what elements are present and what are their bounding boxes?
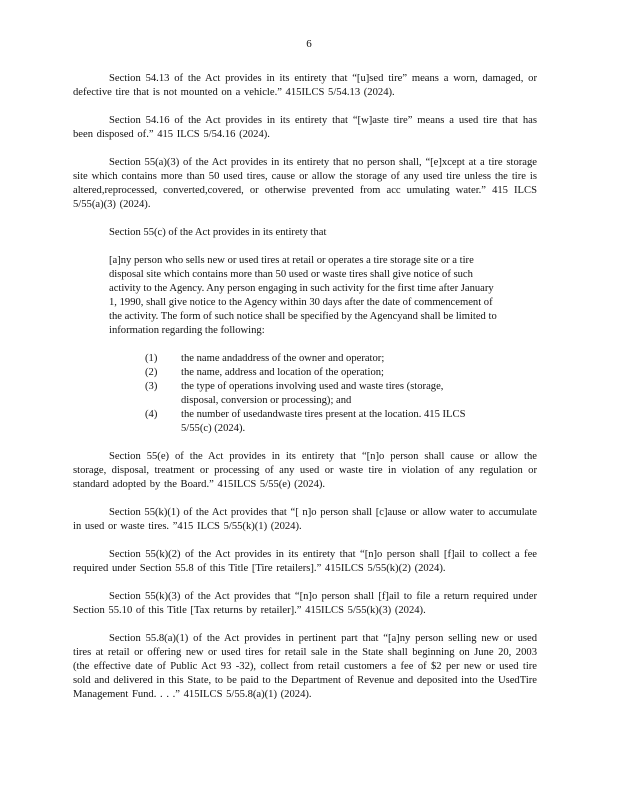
document-body [73, 72, 537, 716]
list-item-number: (1) [145, 353, 158, 364]
list-item [145, 380, 475, 408]
notice-requirements-list [145, 352, 475, 436]
paragraph-section-55a3: Section 55(a)(3) of the Act provides in its entirety that no person shall, “[e]xcept at a tire storage site which contains more than 50 used tires, cause or allow the storage of any used tire unless the tire is altered,reprocessed, converted,covered, or otherwise prevented from acc umulating water.” 415 ILCS 5/55(a)(3) (2024). [73, 157, 537, 210]
list-item-number: (3) [145, 381, 158, 392]
list-item-number: (2) [145, 367, 158, 378]
paragraph-section-55k3: Section 55(k)(3) of the Act provides that “[n]o person shall [f]ail to file a return required under Section 55.10 of this Title [Tax returns by retailer].” 415ILCS 5/55(k)(3) (2024). [73, 591, 537, 616]
page-number: 6 [306, 38, 312, 50]
paragraph-section-55e: Section 55(e) of the Act provides in its entirety that “[n]o person shall cause or allow the storage, disposal, treatment or processing of any used or waste tire in violation of any regulation or standard adopted by the Board.” 415ILCS 5/55(e) (2024). [73, 451, 537, 490]
paragraph-section-55k2: Section 55(k)(2) of the Act provides in its entirety that “[n]o person shall [f]ail to collect a fee required under Section 55.8 of this Title [Tire retailers].” 415ILCS 5/55(k)(2) (2024). [73, 549, 537, 574]
list-item-text: the name andaddress of the owner and operator; [181, 353, 385, 364]
list-item [145, 408, 475, 436]
block-quote-section-55c: [a]ny person who sells new or used tires at retail or operates a tire storage site or a tire disposal site which contains more than 50 used or waste tires shall give notice of such activity to the Agency. Any person engaging in such activity for the first time after January 1, 1990, shall give notice to the Agency within 30 days after the date of commencement of the activity. The form of such notice shall be specified by the Agencyand shall be limited to information regarding the following: [109, 255, 497, 336]
list-item-text: the name, address and location of the operation; [181, 367, 384, 378]
paragraph-section-55c-intro: Section 55(c) of the Act provides in its entirety that [109, 227, 327, 238]
paragraph-used-tire-definition: Section 54.13 of the Act provides in its entirety that “[u]sed tire” means a worn, damaged, or defective tire that is not mounted on a vehicle.” 415ILCS 5/54.13 (2024). [73, 73, 537, 98]
paragraph-section-55k1: Section 55(k)(1) of the Act provides that “[ n]o person shall [c]ause or allow water to accumulate in used or waste tires. ”415 ILCS 5/55(k)(1) (2024). [73, 507, 537, 532]
list-item [145, 352, 475, 366]
list-item-number: (4) [145, 409, 158, 420]
paragraph-waste-tire-definition: Section 54.16 of the Act provides in its entirety that “[w]aste tire” means a used tire that has been disposed of.” 415 ILCS 5/54.16 (2024). [73, 115, 537, 140]
list-item-text: the type of operations involving used and waste tires (storage, disposal, conversion or processing); and [181, 381, 444, 406]
list-item-text: the number of usedandwaste tires present at the location. 415 ILCS 5/55(c) (2024). [181, 409, 466, 434]
paragraph-section-558a1: Section 55.8(a)(1) of the Act provides in pertinent part that “[a]ny person selling new or used tires at retail or offering new or used tires for retail sale in the State shall beginning on June 20, 2003 (the effective date of Public Act 93 -32), collect from retail customers a fee of $2 per new or used tire sold and delivered in this State, to be paid to the Department of Revenue and deposited into the UsedTire Management Fund. . . .” 415ILCS 5/55.8(a)(1) (2024). [73, 633, 537, 700]
list-item [145, 366, 475, 380]
